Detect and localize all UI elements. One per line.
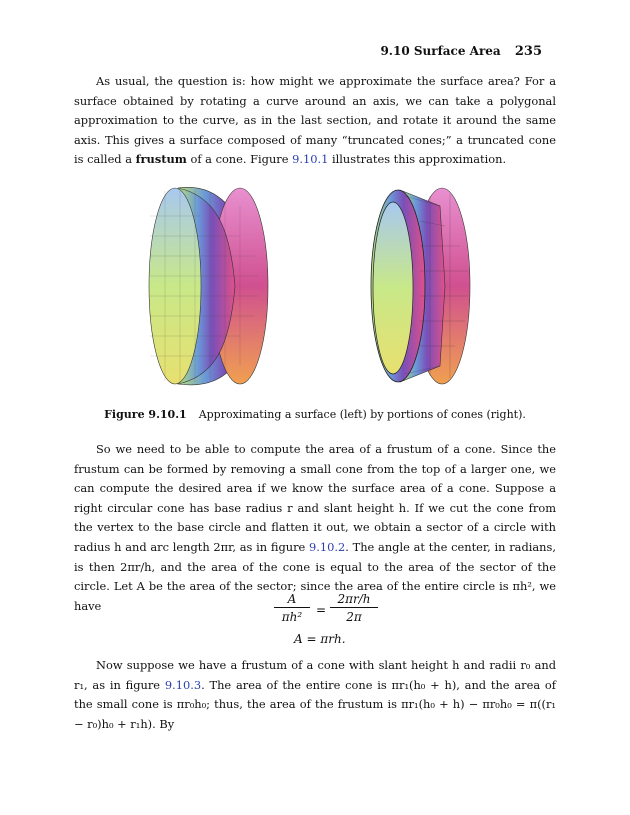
lhs-denominator: πh² [281,610,303,624]
lhs-fraction [274,592,310,624]
running-header [380,44,542,59]
section-title: 9.10 Surface Area [380,44,501,58]
figure-caption [0,408,630,421]
paragraph-3-text-a: Now suppose we have a frustum of a cone with slant height h and radii r₀ and r₁, as in figure [74,658,556,692]
equals-sign: = [316,603,327,617]
figure-caption-text: Approximating a surface (left) by portions of cones (right). [198,408,526,421]
figure-link-9-10-2[interactable]: 9.10.2 [309,539,346,554]
page-number: 235 [514,44,542,59]
paragraph-2-text-a: So we need to be able to compute the area of a frustum of a cone. Since the frustum can be formed by removing a small cone from the top of a larger one, we can compute the desired area if we know the surface area of a cone. Suppose a right circular cone has base radius r and slant height h. If we cut the cone from the vertex to the base circle and flatten it out, we obtain a sector of a circle with radius h and arc length 2πr, as in figure [74,442,556,554]
paragraph-1 [74,72,556,170]
paragraph-3-text-b: . The area of the entire cone is πr₁(h₀ + h), and the area of the small cone is πr₀h₀; thus, the area of the frustum is πr₁(h₀ + h) − πr₀h₀ = π((r₁ − r₀)h₀ + r₁h). By [74,677,556,731]
paragraph-2-text-b: . The angle at the center, in radians, is then 2πr/h, and the area of the cone is equal to the area of the sector of the circle. Let A be the area of the sector; since the area of the entire circle is πh², we have [74,539,556,613]
figure-9-10-1 [0,176,630,396]
paragraph-3 [74,656,556,734]
frustum-term: frustum [135,152,187,167]
smooth-surface-drawing [149,187,268,385]
paragraph-2 [74,440,556,616]
rhs-denominator: 2π [346,610,362,624]
figure-label: Figure 9.10.1 [104,408,187,421]
paragraph-1-end: illustrates this approximation. [328,152,507,167]
cone-area-result: A = πrh. [294,632,346,646]
figure-link-9-10-1[interactable]: 9.10.1 [292,152,329,167]
lhs-numerator: A [274,592,310,608]
cone-approximation-drawing [371,188,470,384]
paragraph-1-text: As usual, the question is: how might we approximate the surface area? For a surface obtained by rotating a curve around an axis, we can take a polygonal approximation to the curve, as in the last section, and rotate it around the same axis. This gives a surface composed of many “truncated cones;” a truncated cone is called a [74,74,556,167]
rhs-fraction [330,592,378,624]
paragraph-1-mid: of a cone. Figure [186,152,293,167]
rhs-numerator: 2πr/h [330,592,378,608]
figure-link-9-10-3[interactable]: 9.10.3 [164,677,202,692]
